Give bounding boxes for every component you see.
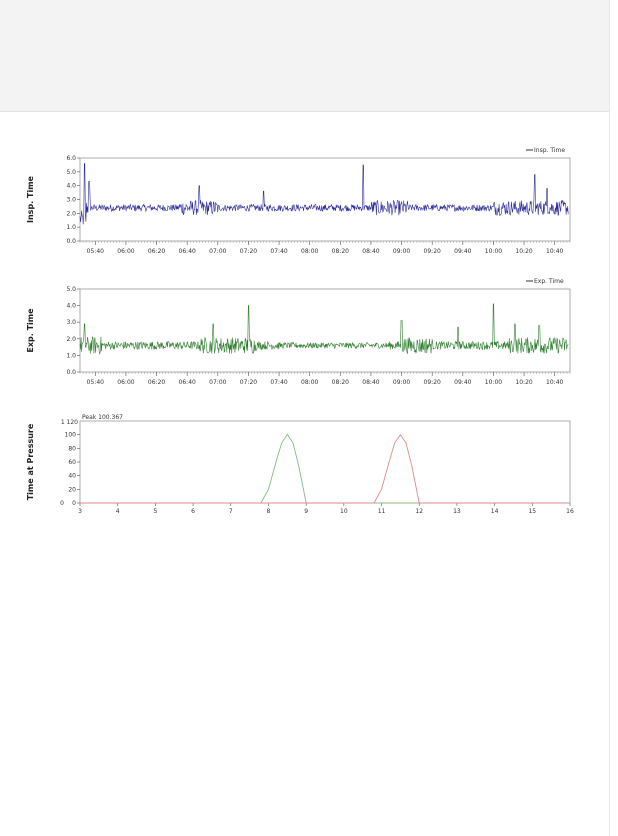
y-tick-label: 2.0 bbox=[66, 335, 76, 343]
x-tick-label: 10:40 bbox=[546, 248, 564, 255]
y-tick-label: 2.0 bbox=[66, 210, 76, 218]
x-tick-label: 06:20 bbox=[147, 248, 166, 255]
x-tick-label: 07:40 bbox=[270, 379, 288, 386]
x-tick-label: 05:40 bbox=[86, 248, 104, 255]
x-tick-label: 7 bbox=[228, 508, 233, 515]
x-tick-label: 07:00 bbox=[209, 248, 227, 255]
x-tick-label: 07:00 bbox=[209, 379, 227, 386]
x-tick-label: 10:20 bbox=[515, 379, 533, 386]
x-tick-label: 13 bbox=[453, 508, 461, 515]
y-outer-zero-label: 0 bbox=[60, 500, 64, 507]
x-tick-label: 07:20 bbox=[239, 248, 258, 255]
y-tick-label: 0.0 bbox=[66, 369, 76, 376]
x-tick-label: 10 bbox=[340, 508, 348, 515]
x-tick-label: 14 bbox=[490, 508, 499, 515]
x-tick-label: 08:00 bbox=[301, 248, 319, 255]
x-tick-label: 06:40 bbox=[178, 379, 196, 386]
legend-label: Exp. Time bbox=[534, 278, 564, 285]
x-tick-label: 8 bbox=[266, 508, 271, 515]
x-tick-label: 10:00 bbox=[484, 379, 503, 386]
y-tick-label: 100 bbox=[64, 431, 76, 439]
x-tick-label: 09:40 bbox=[454, 379, 472, 386]
x-tick-label: 3 bbox=[78, 508, 82, 515]
plot-frame-0 bbox=[80, 158, 570, 241]
x-tick-label: 09:40 bbox=[454, 248, 472, 255]
y-tick-label: 1.0 bbox=[66, 224, 76, 232]
y-tick-label: 1.0 bbox=[66, 352, 76, 360]
x-tick-label: 08:20 bbox=[331, 248, 349, 255]
y-top-label: 1 120 bbox=[60, 419, 78, 426]
x-tick-label: 07:40 bbox=[270, 248, 288, 255]
x-tick-label: 08:00 bbox=[301, 379, 319, 386]
x-tick-label: 11 bbox=[377, 508, 386, 515]
x-tick-label: 12 bbox=[415, 508, 424, 515]
x-tick-label: 05:40 bbox=[86, 379, 104, 386]
y-tick-label: 0 bbox=[72, 500, 76, 507]
x-tick-label: 16 bbox=[566, 508, 574, 515]
y-tick-label: 20 bbox=[68, 486, 76, 494]
y-tick-label: 60 bbox=[68, 459, 76, 466]
x-tick-label: 09:00 bbox=[392, 248, 411, 255]
y-tick-label: 6.0 bbox=[66, 155, 76, 162]
plot-frame-1 bbox=[80, 289, 570, 372]
x-tick-label: 06:40 bbox=[178, 248, 196, 255]
x-tick-label: 10:40 bbox=[546, 379, 564, 386]
x-tick-label: 15 bbox=[528, 508, 537, 515]
peak-annotation: Peak 100.367 bbox=[82, 414, 123, 421]
x-tick-label: 09:20 bbox=[423, 379, 441, 386]
x-tick-label: 9 bbox=[304, 508, 309, 515]
x-tick-label: 08:20 bbox=[331, 379, 349, 386]
x-tick-label: 09:20 bbox=[423, 248, 441, 255]
plot-frame-2 bbox=[80, 421, 570, 503]
y-tick-label: 40 bbox=[68, 472, 76, 480]
y-tick-label: 4.0 bbox=[66, 302, 76, 310]
y-tick-label: 0.0 bbox=[66, 238, 76, 245]
y-axis-label: Time at Pressure bbox=[26, 423, 35, 501]
x-tick-label: 4 bbox=[115, 508, 120, 515]
x-tick-label: 08:40 bbox=[362, 379, 380, 386]
y-tick-label: 3.0 bbox=[66, 196, 76, 204]
x-tick-label: 09:00 bbox=[392, 379, 411, 386]
y-tick-label: 80 bbox=[68, 445, 76, 453]
x-tick-label: 07:20 bbox=[239, 379, 258, 386]
x-tick-label: 10:00 bbox=[484, 248, 503, 255]
x-tick-label: 5 bbox=[153, 508, 158, 515]
x-tick-label: 10:20 bbox=[515, 248, 533, 255]
y-tick-label: 5.0 bbox=[66, 286, 76, 293]
y-tick-label: 5.0 bbox=[66, 168, 76, 176]
legend-label: Insp. Time bbox=[534, 147, 566, 154]
x-tick-label: 06:00 bbox=[117, 379, 135, 386]
x-tick-label: 08:40 bbox=[362, 248, 380, 255]
x-tick-label: 06:20 bbox=[147, 379, 166, 386]
y-axis-label: Insp. Time bbox=[26, 176, 35, 223]
x-tick-label: 6 bbox=[191, 508, 195, 515]
x-tick-label: 06:00 bbox=[117, 248, 135, 255]
y-tick-label: 3.0 bbox=[66, 319, 76, 327]
y-axis-label: Exp. Time bbox=[26, 308, 35, 353]
y-tick-label: 4.0 bbox=[66, 182, 76, 190]
